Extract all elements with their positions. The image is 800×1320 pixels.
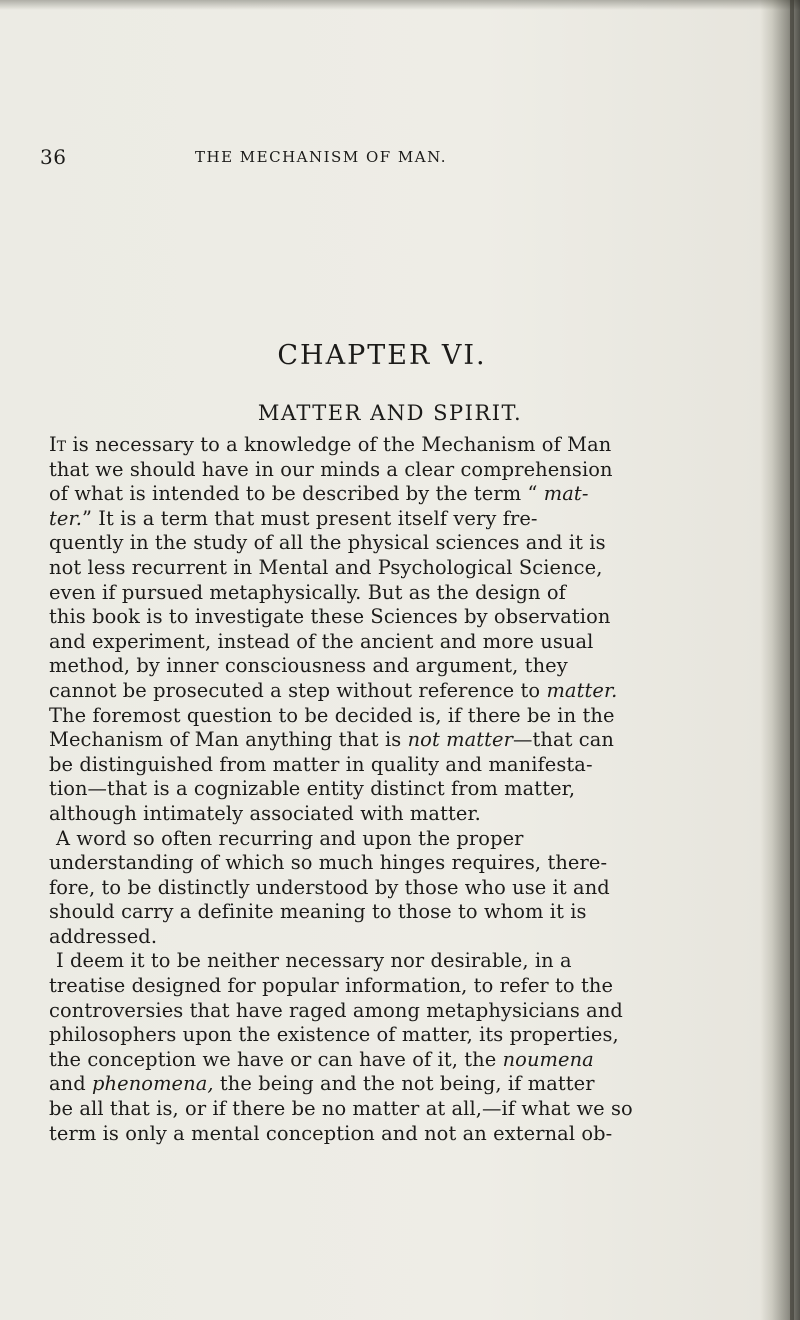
text-line: addressed.	[49, 924, 158, 948]
text-line	[49, 482, 769, 507]
text-line	[49, 679, 769, 704]
text-line: controversies that have raged among metaphysicians and	[49, 998, 623, 1022]
text-run: —that can	[512, 728, 614, 752]
text-run: of what is intended to be described by the term “	[49, 482, 544, 506]
text-line: fore, to be distinctly understood by those who use it and	[49, 875, 610, 899]
text-line: I deem it to be neither necessary nor desirable, in a	[56, 949, 572, 973]
section-title-text: MATTER AND SPIRIT.	[257, 401, 523, 425]
text-run: the conception we have or can have of it, the	[49, 1047, 503, 1071]
text-line: be all that is, or if there be no matter at all,—if what we so	[49, 1097, 633, 1121]
chapter-heading-text: CHAPTER VI.	[277, 340, 487, 371]
text-line: should carry a definite meaning to those to whom it is	[49, 900, 587, 924]
text-run: Mechanism of Man anything that is	[49, 728, 408, 752]
italic-run: phenomena,	[92, 1072, 214, 1096]
text-line: tion—that is a cognizable entity distinct from matter,	[49, 777, 576, 801]
text-run: ” It is a term that must present itself very fre-	[81, 506, 538, 530]
text-run: the being and the not being, if matter	[213, 1072, 595, 1096]
text-line: philosophers upon the existence of matter, its properties,	[49, 1023, 619, 1047]
running-head: THE MECHANISM OF MAN.	[195, 148, 448, 166]
binding-edge	[790, 0, 794, 1320]
text-line: that we should have in our minds a clear comprehension	[49, 457, 613, 481]
italic-run: noumena	[502, 1047, 594, 1071]
text-line	[49, 728, 769, 753]
text-line: even if pursued metaphysically. But as the design of	[49, 580, 566, 604]
section-title	[0, 401, 800, 425]
text-line: not less recurrent in Mental and Psychological Science,	[49, 555, 603, 579]
text-line: understanding of which so much hinges requires, there-	[49, 851, 608, 875]
text-line: The foremost question to be decided is, if there be in the	[49, 703, 615, 727]
text-line: treatise designed for popular information, to refer to the	[49, 974, 614, 998]
text-line: method, by inner consciousness and argument, they	[49, 654, 568, 678]
text-line: this book is to investigate these Sciences by observation	[49, 605, 611, 629]
body-text	[49, 433, 769, 1146]
text-line: quently in the study of all the physical sciences and it is	[49, 531, 606, 555]
text-line	[49, 433, 769, 458]
italic-run: mat-	[543, 482, 589, 506]
text-line: although intimately associated with matter.	[49, 801, 481, 825]
italic-run: not matter	[407, 728, 513, 752]
page-number: 36	[40, 145, 67, 169]
text-line: term is only a mental conception and not an external ob-	[49, 1121, 613, 1145]
italic-run: matter.	[546, 678, 618, 702]
text-line	[49, 1072, 769, 1097]
text-run: and	[49, 1072, 93, 1096]
page-top-shadow	[0, 0, 800, 10]
text-run: is necessary to a knowledge of the Mechanism of Man	[66, 433, 612, 456]
text-line: and experiment, instead of the ancient and more usual	[49, 629, 594, 653]
text-line: A word so often recurring and upon the proper	[56, 826, 524, 850]
text-line: be distinguished from matter in quality and manifesta-	[49, 752, 593, 776]
italic-run: ter.	[49, 506, 82, 530]
text-line	[49, 1048, 769, 1073]
text-line	[49, 507, 769, 532]
text-run: cannot be prosecuted a step without reference to	[49, 678, 547, 702]
chapter-heading	[0, 340, 800, 371]
lead-word: It	[49, 433, 67, 456]
